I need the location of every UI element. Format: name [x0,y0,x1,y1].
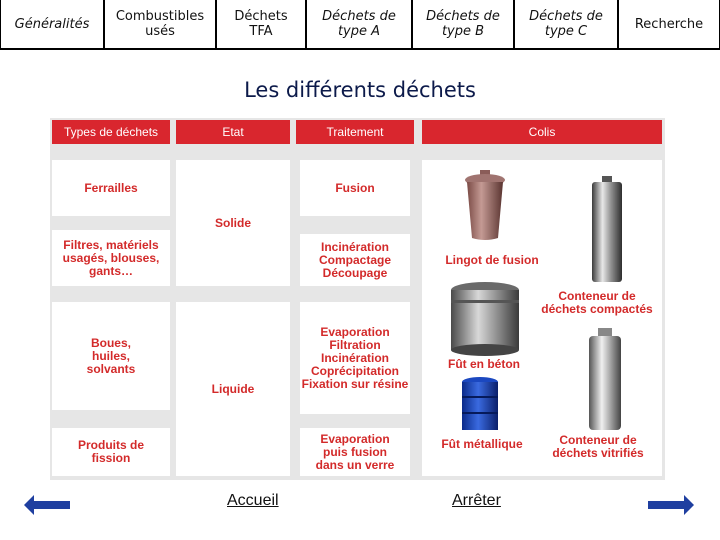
header-colis: Colis [422,120,662,144]
package-vitrified-label: Conteneur de déchets vitrifiés [552,433,644,460]
concrete-drum-icon [448,280,522,356]
type-boues: Boues, huiles, solvants [52,302,170,410]
tab-combustibles-uses[interactable] [104,0,216,50]
tab-label: Déchets TFA [234,9,288,39]
header-etat: Etat [176,120,290,144]
tab-dechets-tfa[interactable] [216,0,306,50]
tab-label: Déchets de type B [426,9,500,39]
ingot-icon [460,170,510,242]
waste-table [50,118,665,480]
treatment-vitrification: Evaporation puis fusion dans un verre [300,428,410,476]
treatment-incineration: Incinération Compactage Découpage [300,234,410,286]
tab-generalites[interactable] [0,0,104,50]
header-traitement: Traitement [296,120,414,144]
tab-label: Déchets de type C [529,9,603,39]
stop-link[interactable]: Arrêter [452,492,501,509]
arrow-right-icon[interactable] [648,494,694,516]
package-beton-label: Fût en béton [448,357,520,371]
state-liquide: Liquide [176,302,290,476]
package-compacted-label: Conteneur de déchets compactés [541,289,653,316]
home-link[interactable]: Accueil [227,492,279,509]
type-filtres: Filtres, matériels usagés, blouses, gants… [52,230,170,286]
treatment-evaporation: Evaporation Filtration Incinération Coprécipitation Fixation sur résine [300,302,410,414]
header-types: Types de déchets [52,120,170,144]
tab-label: Combustibles usés [115,9,205,39]
tab-label: Généralités [14,16,90,32]
tab-dechets-type-c[interactable] [514,0,618,50]
arrow-left-icon[interactable] [24,494,70,516]
page-title: Les différents déchets [244,78,476,102]
tab-dechets-type-a[interactable] [306,0,412,50]
metal-drum-icon [460,376,500,434]
type-produits-fission: Produits de fission [52,428,170,476]
package-metallique-label: Fût métallique [441,437,523,451]
tab-label: Recherche [634,16,704,32]
type-ferrailles: Ferrailles [52,160,170,216]
tab-dechets-type-b[interactable] [412,0,514,50]
tab-recherche[interactable] [618,0,720,50]
treatment-fusion: Fusion [300,160,410,216]
tab-label: Déchets de type A [322,9,396,39]
top-navigation [0,0,720,52]
package-lingot-label: Lingot de fusion [445,253,539,267]
compacted-container-icon [590,176,624,284]
vitrified-container-icon [586,328,624,432]
state-solide: Solide [176,160,290,286]
